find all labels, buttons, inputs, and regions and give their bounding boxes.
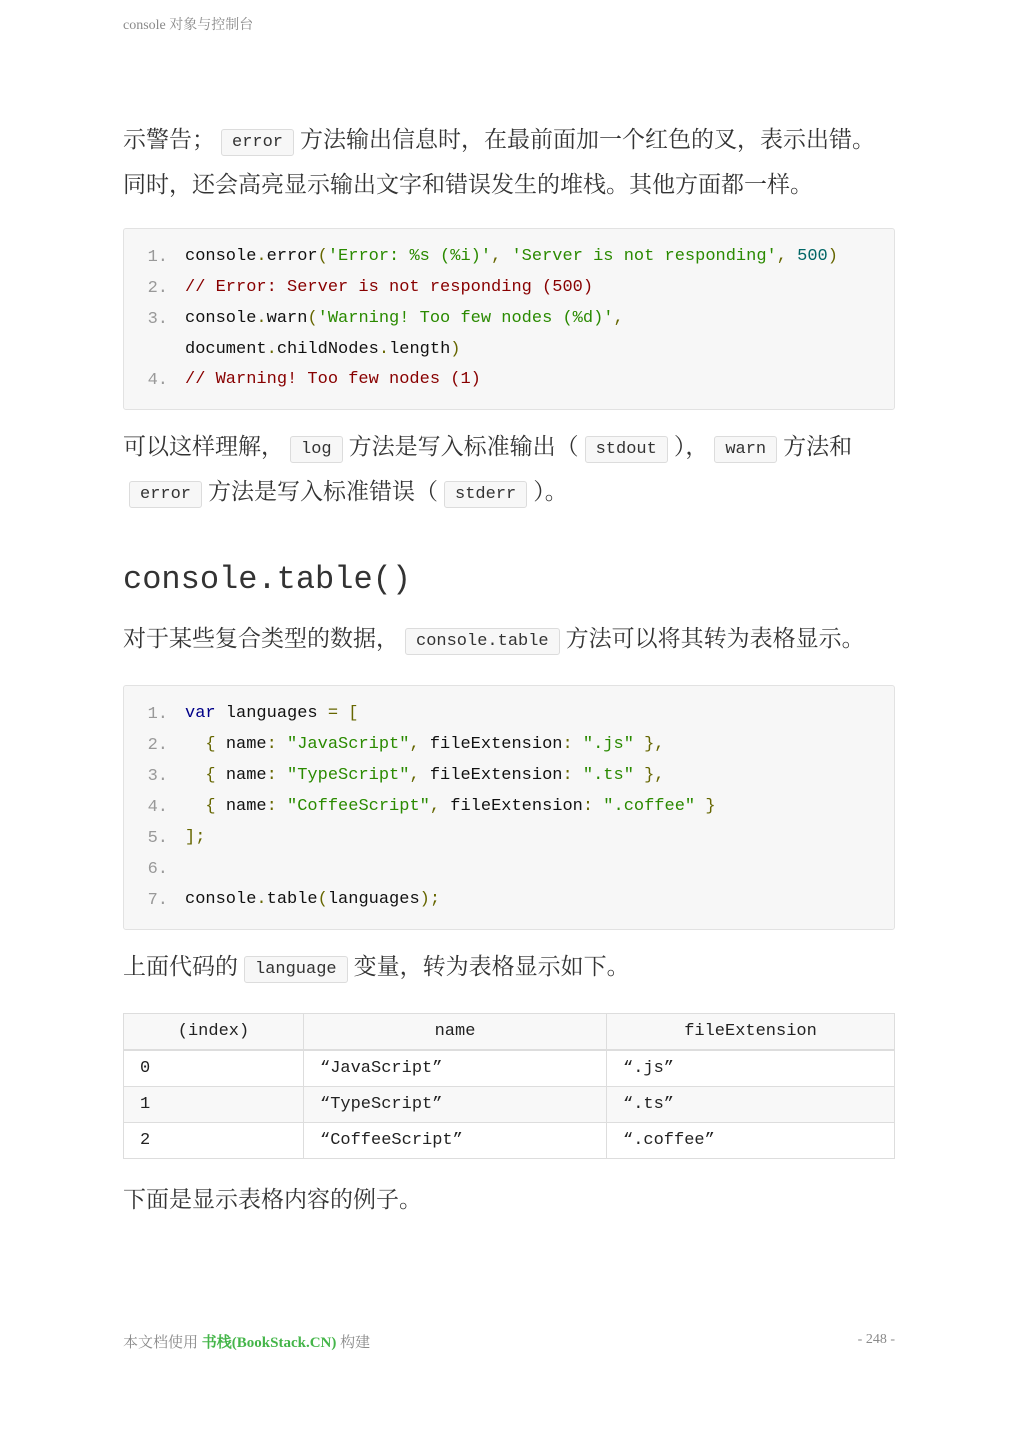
code-block-languages	[123, 685, 895, 930]
code-token: 500	[797, 247, 828, 266]
line-number: 5.	[147, 829, 168, 848]
code-token: console	[185, 890, 257, 909]
code-text	[185, 730, 894, 761]
code-line	[124, 304, 894, 365]
code-token: document	[185, 339, 267, 359]
code-token: )	[827, 247, 838, 266]
code-token: .	[256, 309, 267, 328]
code-token: "CoffeeScript"	[287, 797, 430, 816]
line-number: 1.	[147, 248, 168, 267]
footer-credit	[123, 1331, 370, 1352]
code-token: fileExtension	[450, 797, 583, 816]
line-number: 7.	[147, 891, 168, 910]
text: 可以这样理解，	[123, 434, 284, 460]
code-text	[185, 854, 894, 885]
code-token: .	[256, 247, 267, 266]
code-token: table	[266, 890, 318, 909]
table-row	[124, 1123, 895, 1159]
line-number: 4.	[147, 371, 168, 390]
text: 变量，转为表格显示如下。	[353, 954, 630, 980]
code-token: (	[317, 247, 328, 266]
line-number: 1.	[147, 705, 168, 724]
text: 上面代码的	[123, 954, 238, 980]
table-header-row	[124, 1014, 895, 1051]
code-token: "JavaScript"	[287, 735, 410, 754]
code-token: .	[256, 890, 267, 909]
code-token: warn	[266, 309, 308, 328]
code-token: 'Server is not responding'	[511, 247, 777, 266]
code-token: .	[378, 339, 390, 359]
footer-prefix: 本文档使用	[123, 1335, 199, 1351]
code-text	[185, 304, 894, 365]
inline-code: language	[244, 956, 348, 983]
paragraph-error-method	[123, 119, 895, 206]
code-text	[185, 761, 894, 792]
inline-code: console.table	[405, 628, 560, 655]
paragraph-language-variable	[123, 946, 895, 991]
text: 方法和	[783, 434, 853, 460]
code-token: :	[582, 797, 604, 816]
text: ），	[673, 434, 709, 460]
code-token: {	[185, 735, 226, 754]
table-cell: 1	[124, 1087, 304, 1123]
text: ）。	[533, 479, 568, 505]
code-token: },	[633, 735, 665, 754]
paragraph-console-table	[123, 618, 895, 663]
table-cell: 2	[124, 1123, 304, 1159]
paragraph-example-intro	[123, 1179, 895, 1221]
line-number: 6.	[147, 860, 168, 879]
code-line	[124, 761, 894, 792]
text: 示警告；	[123, 127, 215, 153]
code-token: ".js"	[582, 735, 634, 754]
code-token: (	[317, 890, 328, 909]
inline-code: stderr	[444, 481, 527, 508]
inline-code: error	[129, 481, 202, 508]
code-line	[124, 823, 894, 854]
code-token: ,	[429, 797, 451, 816]
bookstack-link[interactable]: 书栈(BookStack.CN)	[201, 1335, 337, 1351]
column-header: fileExtension	[607, 1014, 895, 1051]
code-token: :	[562, 735, 583, 754]
code-token: fileExtension	[429, 766, 563, 785]
code-token: name	[225, 797, 267, 816]
table-row	[124, 1050, 895, 1087]
code-token: )	[450, 339, 461, 359]
table-cell: “JavaScript”	[304, 1050, 607, 1087]
line-number: 2.	[147, 736, 168, 755]
code-token: // Error: Server is not responding (500)	[185, 278, 594, 297]
code-token: {	[185, 766, 226, 785]
code-line	[124, 273, 894, 304]
inline-code: stdout	[585, 436, 668, 463]
code-token: );	[419, 890, 441, 909]
line-number: 4.	[147, 798, 168, 817]
code-token: ,	[776, 247, 798, 266]
table-cell: 0	[124, 1050, 304, 1087]
line-number: 3.	[147, 310, 168, 329]
code-line	[124, 699, 894, 730]
code-line	[124, 730, 894, 761]
code-token: }	[695, 797, 716, 816]
code-text	[185, 792, 894, 823]
code-token: :	[266, 797, 288, 816]
languages-table	[123, 1013, 895, 1159]
code-text	[185, 885, 894, 916]
code-token: ,	[613, 309, 624, 328]
inline-code: log	[290, 436, 343, 463]
code-text	[185, 273, 894, 304]
code-text	[185, 823, 894, 854]
code-line	[124, 885, 894, 916]
text: 方法输出信息时，在最前面加一个红色的叉，表示出错。同时，还会高亮显示输出文字和错误发生的堆栈。其他方面都一样。	[123, 127, 876, 198]
text: 方法是写入标准输出（	[348, 434, 579, 460]
table-cell: “.coffee”	[607, 1123, 895, 1159]
paragraph-stdout-stderr	[123, 426, 895, 516]
code-token: :	[266, 735, 288, 754]
code-token: console	[185, 247, 257, 266]
code-token: },	[633, 766, 665, 785]
code-token: (	[307, 309, 318, 328]
code-token: console	[185, 309, 257, 328]
code-text	[185, 242, 894, 273]
code-token: ".coffee"	[603, 797, 696, 816]
code-token: languages	[215, 704, 328, 723]
code-token: ];	[185, 828, 206, 847]
code-token: :	[562, 766, 583, 785]
code-token: var	[185, 704, 216, 723]
code-token: {	[185, 797, 226, 816]
code-token: languages	[327, 890, 420, 909]
inline-code: error	[221, 129, 294, 156]
code-line	[124, 792, 894, 823]
table-cell: “.ts”	[607, 1087, 895, 1123]
text: 下面是显示表格内容的例子。	[123, 1187, 422, 1213]
text: 对于某些复合类型的数据，	[123, 626, 399, 652]
running-header: console 对象与控制台	[123, 18, 254, 33]
code-token: .	[266, 339, 277, 359]
code-token: ".ts"	[582, 766, 634, 785]
code-token: ,	[409, 735, 430, 754]
footer-suffix: 构建	[340, 1335, 371, 1351]
code-token: 'Error: %s (%i)'	[327, 247, 492, 266]
line-number: 3.	[147, 767, 168, 786]
page-number: - 248 -	[857, 1332, 895, 1347]
table-cell: “.js”	[607, 1050, 895, 1087]
code-token: "TypeScript"	[287, 766, 410, 785]
section-heading: console.table()	[123, 561, 412, 598]
text: 方法是写入标准错误（	[208, 479, 439, 505]
code-token: // Warning! Too few nodes (1)	[185, 370, 481, 389]
code-token: :	[266, 766, 288, 785]
code-token: childNodes	[276, 339, 379, 359]
code-token: fileExtension	[429, 735, 563, 754]
code-token: name	[225, 766, 267, 785]
column-header: (index)	[124, 1014, 304, 1051]
code-token: = [	[327, 704, 359, 723]
table-cell: “CoffeeScript”	[304, 1123, 607, 1159]
inline-code: warn	[714, 436, 777, 463]
code-token: length	[389, 339, 451, 359]
line-number: 2.	[147, 279, 168, 298]
table-row	[124, 1087, 895, 1123]
code-token: error	[266, 247, 318, 266]
column-header: name	[304, 1014, 607, 1051]
code-token: 'Warning! Too few nodes (%d)'	[317, 309, 614, 328]
code-line	[124, 242, 894, 273]
code-token: name	[225, 735, 267, 754]
page-content	[123, 119, 895, 1221]
code-line	[124, 365, 894, 396]
code-text	[185, 365, 894, 396]
code-text	[185, 699, 894, 730]
table-cell: “TypeScript”	[304, 1087, 607, 1123]
code-token: ,	[491, 247, 512, 266]
code-block-error-warn	[123, 228, 895, 410]
code-token: ,	[409, 766, 430, 785]
code-line	[124, 854, 894, 885]
text: 方法可以将其转为表格显示。	[565, 626, 865, 652]
